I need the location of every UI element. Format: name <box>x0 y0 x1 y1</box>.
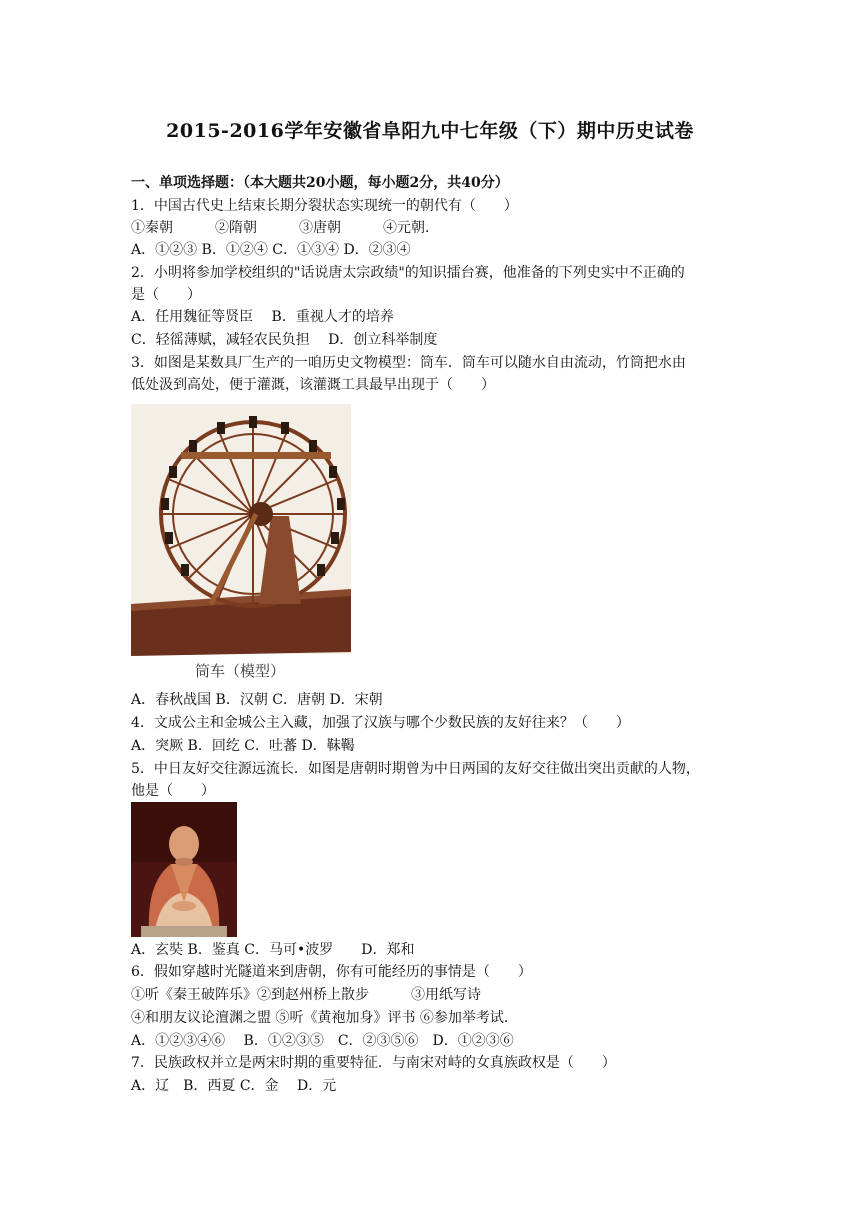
q5-stem-line1: 5．中日友好交往源远流长．如图是唐朝时期曾为中日两国的友好交往做出突出贡献的人物， <box>131 761 700 777</box>
q6-items-line1: ①听《秦王破阵乐》②到赵州桥上散步 ③用纸写诗 <box>131 987 481 1003</box>
figure-caption: 筒车（模型） <box>195 662 286 680</box>
q6-stem: 6．假如穿越时光隧道来到唐朝，你有可能经历的事情是（ ） <box>131 964 532 980</box>
q1-items: ①秦朝 ②隋朝 ③唐朝 ④元朝． <box>131 220 439 236</box>
monk-statue-image <box>131 802 237 937</box>
q5-stem-line2: 他是（ ） <box>131 783 215 799</box>
q7-stem: 7．民族政权并立是两宋时期的重要特征．与南宋对峙的女真族政权是（ ） <box>131 1055 616 1071</box>
section-heading: 一、单项选择题：（本大题共20小题，每小题2分，共40分） <box>131 175 509 191</box>
q5-options: A．玄奘 B．鉴真 C．马可•波罗 D．郑和 <box>131 942 415 958</box>
q6-items-line2: ④和朋友议论澶渊之盟 ⑤听《黄袍加身》评书 ⑥参加举考试． <box>131 1010 518 1026</box>
q1-options: A．①②③ B．①②④ C．①③④ D．②③④ <box>131 242 411 258</box>
q2-options-line1: A．任用魏征等贤臣 B．重视人才的培养 <box>131 309 394 325</box>
q2-stem-line2: 是（ ） <box>131 287 201 303</box>
q3-stem-line1: 3．如图是某数具厂生产的一咱历史文物模型：筒车．筒车可以随水自由流动，竹筒把水由 <box>131 355 686 371</box>
q1-stem: 1．中国古代史上结束长期分裂状态实现统一的朝代有（ ） <box>131 198 518 214</box>
q3-options: A．春秋战国 B．汉朝 C．唐朝 D．宋朝 <box>131 692 383 708</box>
water-wheel-figure <box>131 404 351 686</box>
q7-options: A．辽 B．西夏 C．金 D．元 <box>131 1078 337 1094</box>
water-wheel-image <box>131 404 351 686</box>
q4-stem: 4．文成公主和金城公主入藏，加强了汉族与哪个少数民族的友好往来？（ ） <box>131 715 630 731</box>
monk-statue-figure <box>131 802 237 937</box>
q4-options: A．突厥 B．回纥 C．吐蕃 D．靺鞨 <box>131 738 355 754</box>
exam-title: 2015-2016学年安徽省阜阳九中七年级（下）期中历史试卷 <box>166 120 694 142</box>
q3-stem-line2: 低处汲到高处，便于灌溉，该灌溉工具最早出现于（ ） <box>131 377 495 393</box>
q6-options: A．①②③④⑥ B．①②③⑤ C．②③⑤⑥ D．①②③⑥ <box>131 1033 514 1049</box>
q2-options-line2: C．轻徭薄赋，减轻农民负担 D．创立科举制度 <box>131 332 438 348</box>
q2-stem-line1: 2．小明将参加学校组织的"话说唐太宗政绩"的知识擂台赛，他准备的下列史实中不正确的 <box>131 265 685 281</box>
